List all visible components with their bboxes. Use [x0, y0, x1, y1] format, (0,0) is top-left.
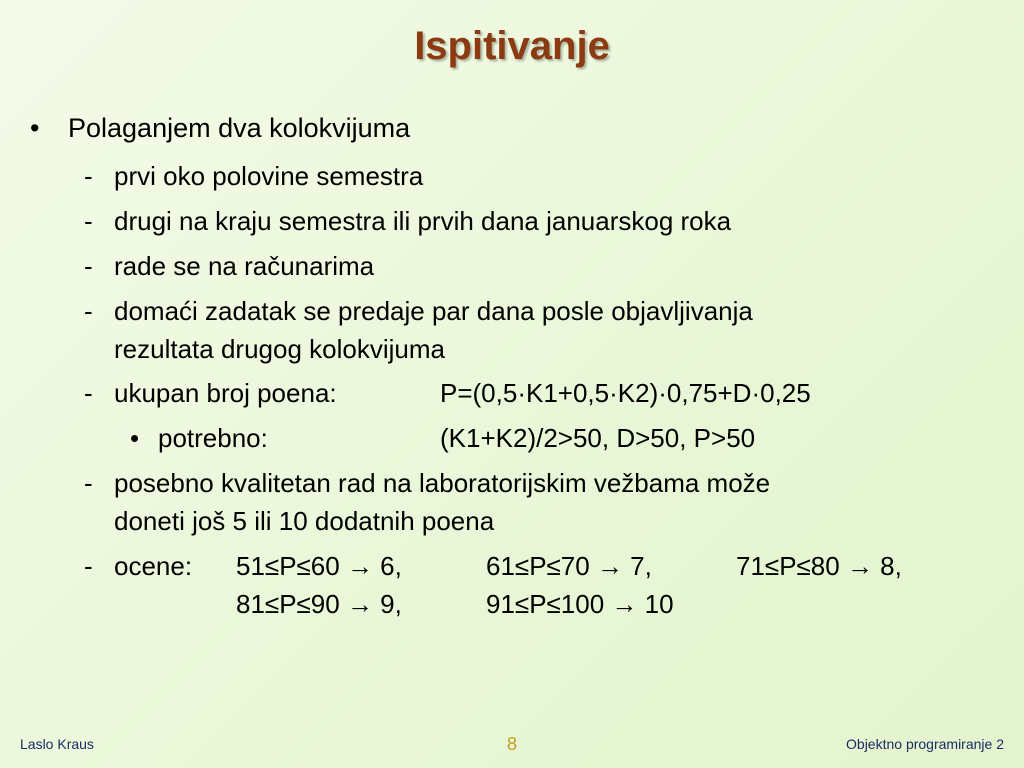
- page-number: 8: [506, 734, 517, 754]
- dash-icon: -: [84, 161, 93, 191]
- grade-7: 61≤P≤70 → 7,: [486, 551, 652, 581]
- grade-9: 81≤P≤90 → 9,: [236, 589, 402, 619]
- bullet-icon: •: [130, 423, 140, 453]
- item-text: drugi na kraju semestra ili prvih dana januarskog roka: [114, 206, 732, 236]
- lab-text-line1: posebno kvalitetan rad na laboratorijskim vežbama može: [114, 468, 771, 498]
- item-text: prvi oko polovine semestra: [114, 161, 424, 191]
- grade-8: 71≤P≤80 → 8,: [736, 551, 902, 581]
- grade-6: 51≤P≤60 → 6,: [236, 551, 402, 581]
- item-text: rezultata drugog kolokvijuma: [114, 334, 445, 364]
- dash-icon: -: [84, 206, 93, 236]
- points-formula: P=(0,5·K1+0,5·K2)·0,75+D·0,25: [440, 378, 811, 408]
- item-text: domaći zadatak se predaje par dana posle objavljivanja: [114, 296, 753, 326]
- dash-icon: -: [84, 551, 93, 581]
- grades-label: ocene:: [114, 551, 193, 581]
- dash-icon: -: [84, 378, 93, 408]
- points-label: ukupan broj poena:: [114, 378, 337, 408]
- required-label-text: potrebno:: [158, 423, 268, 453]
- lab-text-line2: doneti još 5 ili 10 dodatnih poena: [114, 506, 495, 536]
- slide-title: Ispitivanje: [414, 24, 610, 68]
- footer-author: Laslo Kraus: [20, 736, 94, 752]
- bullet-icon: •: [30, 113, 40, 143]
- grade-10: 91≤P≤100 → 10: [486, 589, 674, 619]
- item-text: rade se na računarima: [114, 251, 375, 281]
- lab-item-continuation: [114, 506, 494, 536]
- list-item-continuation: [114, 334, 445, 364]
- dash-icon: -: [84, 296, 93, 326]
- footer-course: Objektno programiranje 2: [846, 736, 1004, 752]
- dash-icon: -: [84, 251, 93, 281]
- main-point-text: Polaganjem dva kolokvijuma: [68, 113, 411, 143]
- dash-icon: -: [84, 468, 93, 498]
- required-value: (K1+K2)/2>50, D>50, P>50: [440, 423, 756, 453]
